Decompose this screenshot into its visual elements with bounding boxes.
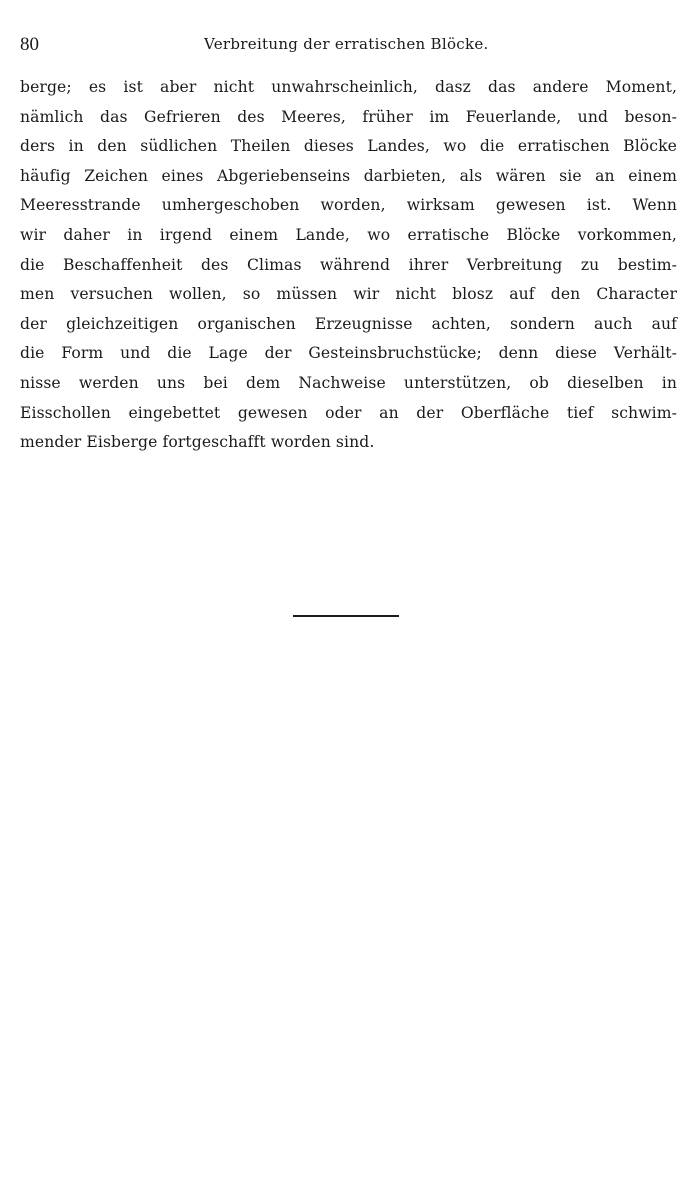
text-line: die Form und die Lage der Gesteinsbruchstücke; denn diese Verhält- [20, 344, 677, 363]
text-line: berge; es ist aber nicht unwahrscheinlich, dasz das andere Moment, [20, 78, 677, 96]
text-line: der gleichzeitigen organischen Erzeugnisse achten, sondern auch auf [20, 314, 677, 333]
text-line: nisse werden uns bei dem Nachweise unterstützen, ob dieselben in [20, 373, 677, 392]
text-line: men versuchen wollen, so müssen wir nicht blosz auf den Character [20, 285, 677, 304]
text-line: häufig Zeichen eines Abgeriebenseins darbieten, als wären sie an einem [20, 166, 677, 185]
page-header [20, 34, 677, 60]
text-line: wir daher in irgend einem Lande, wo erratische Blöcke vorkommen, [20, 225, 677, 244]
running-head: Verbreitung der erratischen Blöcke. [204, 35, 489, 53]
page-number: 80 [20, 34, 39, 55]
text-line: ders in den südlichen Theilen dieses Landes, wo die erratischen Blöcke [20, 137, 677, 156]
body-paragraph [20, 73, 677, 458]
text-line: nämlich das Gefrieren des Meeres, früher im Feuerlande, und beson- [20, 107, 677, 126]
text-line: die Beschaffenheit des Climas während ihrer Verbreitung zu bestim- [20, 255, 677, 274]
text-line: Meeresstrande umhergeschoben worden, wirksam gewesen ist. Wenn [20, 196, 677, 215]
text-line: mender Eisberge fortgeschafft worden sind. [20, 433, 375, 452]
section-end-rule [293, 615, 399, 617]
text-line: Eisschollen eingebettet gewesen oder an der Oberfläche tief schwim- [20, 403, 677, 422]
